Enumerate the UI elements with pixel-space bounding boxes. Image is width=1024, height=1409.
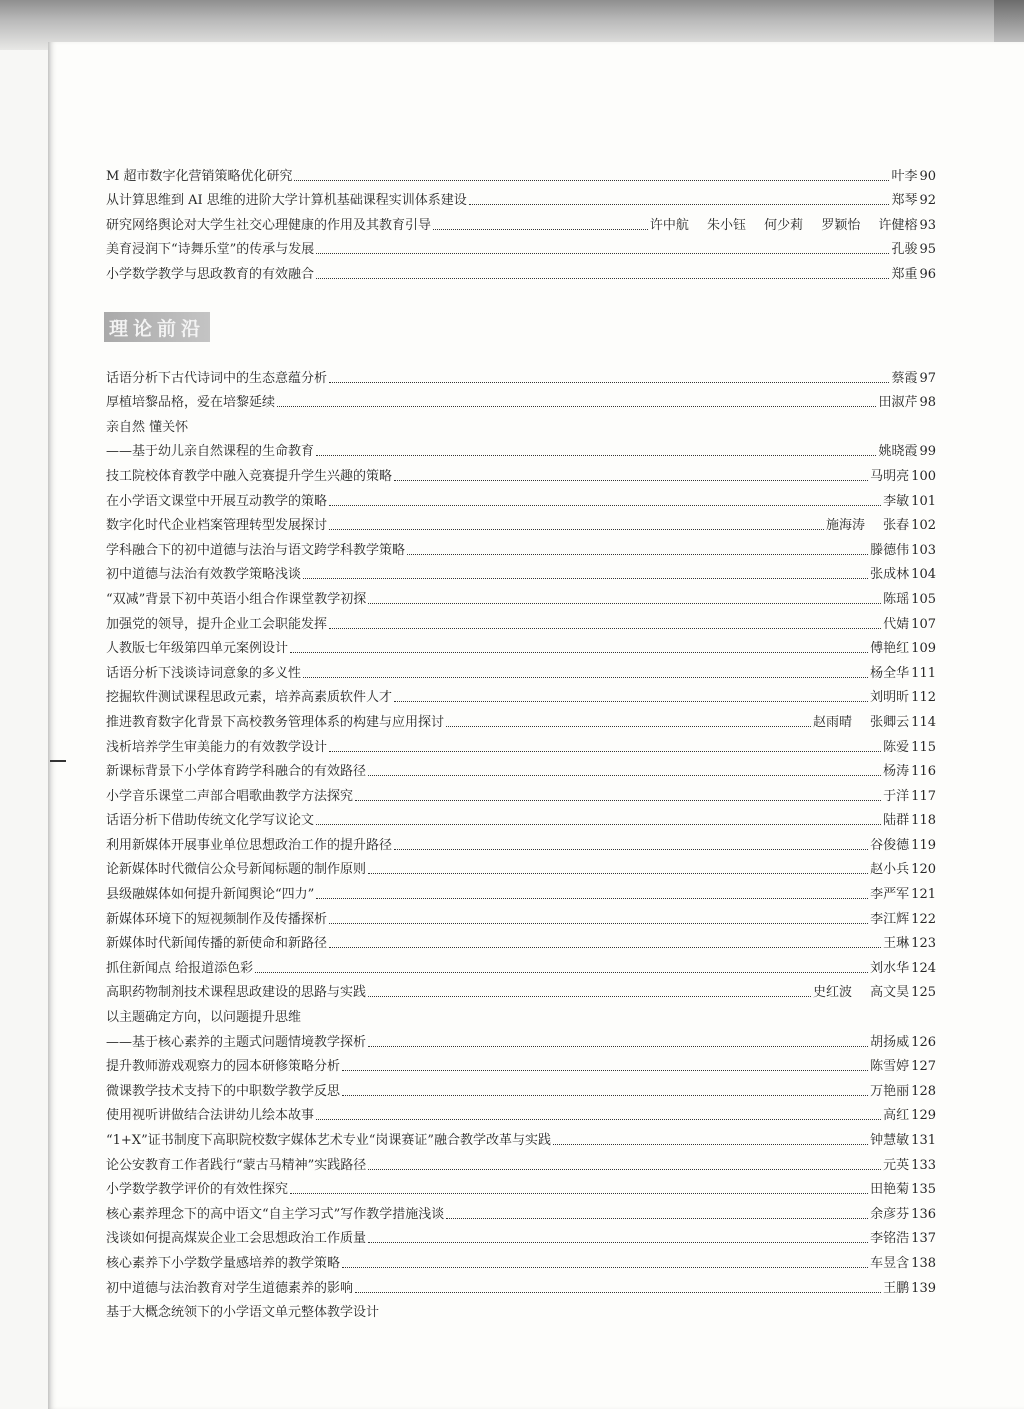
toc-entry-title: ——基于核心素养的主题式问题情境教学探析 [106, 1034, 367, 1050]
toc-entry-title: 县级融媒体如何提升新闻舆论“四力” [106, 887, 315, 903]
toc-entry-title: 使用视听讲做结合法讲幼儿绘本故事 [106, 1108, 315, 1124]
toc-entry-title: 小学音乐课堂二声部合唱歌曲教学方法探究 [106, 788, 354, 804]
toc-entry-title: 小学数学教学评价的有效性探究 [106, 1182, 289, 1198]
dot-leader [433, 220, 648, 230]
toc-entry-authors: 施海涛 张春 [826, 518, 910, 534]
toc-entry-authors: 杨全华 [870, 665, 910, 681]
toc-entry-title: 高职药物制剂技术课程思政建设的思路与实践 [106, 985, 367, 1001]
toc-entry-page: 102 [911, 518, 936, 534]
toc-entry-page: 90 [919, 168, 936, 184]
toc-entry-page: 122 [911, 911, 936, 927]
toc-entry [106, 534, 936, 559]
dot-leader [294, 171, 889, 181]
toc-entry-page: 93 [919, 217, 936, 233]
toc-entry [106, 706, 936, 731]
dot-leader [368, 1233, 868, 1243]
toc-entry [106, 756, 936, 781]
dot-leader [277, 397, 876, 407]
toc-entry-title: 基于大概念统领下的小学语文单元整体教学设计 [106, 1305, 380, 1321]
dot-leader [394, 840, 868, 850]
toc-entry [106, 608, 936, 633]
toc-entry [106, 1124, 936, 1149]
toc-entry [106, 1198, 936, 1223]
dot-leader [255, 963, 868, 973]
toc-entry-page: 114 [911, 714, 936, 730]
toc-entry [106, 160, 936, 185]
toc-entry-authors: 万艳丽 [870, 1083, 910, 1099]
toc-entry-page: 95 [919, 242, 936, 258]
toc-entry [106, 1100, 936, 1125]
toc-entry-title: 技工院校体育教学中融入竞赛提升学生兴趣的策略 [106, 468, 393, 484]
toc-entry [106, 633, 936, 658]
toc-entry-title: “1+X”证书制度下高职院校数字媒体艺术专业“岗课赛证”融合教学改革与实践 [106, 1133, 552, 1148]
toc-entry-page: 100 [911, 468, 936, 484]
toc-entry-authors: 赵小兵 [870, 862, 910, 878]
toc-entry-title: 微课教学技术支持下的中职数学教学反思 [106, 1083, 341, 1099]
toc-entry-authors: 李铭浩 [870, 1231, 910, 1247]
toc-entry-title: 提升教师游戏观察力的园本研修策略分析 [106, 1059, 341, 1075]
toc-entry-page: 99 [919, 444, 936, 460]
toc-entry [106, 657, 936, 682]
toc-entry-page: 111 [911, 665, 936, 681]
toc-entry-authors: 孔骏 [891, 242, 918, 258]
toc-entry-authors: 陈雪婷 [870, 1059, 910, 1075]
dot-leader [368, 766, 881, 776]
toc-entry-authors: 滕德伟 [870, 542, 910, 558]
toc-entry-page: 124 [911, 960, 936, 976]
toc-entry [106, 1075, 936, 1100]
dot-leader [303, 569, 868, 579]
toc-entry-page: 119 [911, 837, 936, 853]
toc-entry-title: 加强党的领导，提升企业工会职能发挥 [106, 616, 328, 632]
toc-entry [106, 583, 936, 608]
dot-leader [329, 914, 868, 924]
dot-leader [316, 269, 889, 279]
toc-entry-authors: 元英 [883, 1157, 910, 1173]
toc-entry-page: 98 [919, 395, 936, 411]
section-title: 理论前沿 [108, 317, 205, 340]
toc-entry-title: 亲自然 懂关怀 [106, 419, 189, 435]
dot-leader [329, 373, 889, 383]
toc-entry-title: 抓住新闻点 给报道添色彩 [106, 960, 254, 976]
toc-entry-authors: 李敏 [883, 493, 910, 509]
dot-leader [553, 1135, 868, 1145]
binding-mark [50, 760, 66, 762]
dot-leader [329, 938, 881, 948]
toc-entry-authors: 钟慧敏 [870, 1133, 910, 1148]
dot-leader [329, 742, 881, 752]
toc-entry-authors: 郑琴 [891, 193, 918, 209]
toc-entry [106, 559, 936, 584]
toc-entry-authors: 于洋 [883, 788, 910, 804]
toc-entry-title: 浅谈如何提高煤炭企业工会思想政治工作质量 [106, 1231, 367, 1247]
toc-entry [106, 1174, 936, 1199]
toc-entry [106, 977, 936, 1002]
toc-entry-authors: 陈瑶 [883, 591, 910, 607]
dot-leader [446, 1209, 868, 1219]
toc-entry-page: 135 [911, 1182, 936, 1198]
toc-entry-page: 128 [911, 1083, 936, 1099]
toc-entry [106, 829, 936, 854]
toc-entry-authors: 许中航 朱小钰 何少莉 罗颖怡 许健榕 [649, 217, 918, 233]
toc-entry [106, 436, 936, 461]
toc-entry [106, 258, 936, 283]
toc-entry-authors: 史红波 高文昊 [813, 985, 910, 1001]
toc-entry-page: 96 [919, 266, 936, 282]
dot-leader [342, 1258, 868, 1268]
toc-entry-authors: 李江辉 [870, 911, 910, 927]
toc-entry-title: 初中道德与法治教育对学生道德素养的影响 [106, 1280, 354, 1296]
toc-entry-page: 117 [911, 788, 936, 804]
dot-leader [290, 643, 868, 653]
toc-entry [106, 682, 936, 707]
dot-leader [368, 987, 811, 997]
toc-entry-title: 厚植培黎品格，爱在培黎延续 [106, 395, 276, 411]
toc-entry-page: 123 [911, 936, 936, 952]
toc-entry-title: 以主题确定方向，以问题提升思维 [106, 1010, 302, 1026]
dot-leader [407, 545, 868, 555]
toc-entry-authors: 田淑芹 [878, 395, 918, 411]
dot-leader [316, 1110, 881, 1120]
toc-entry-title: 利用新媒体开展事业单位思想政治工作的提升路径 [106, 837, 393, 853]
toc-entry-authors: 陈爱 [883, 739, 910, 755]
toc-entry-authors: 陆群 [883, 813, 910, 829]
toc-entry-title: 浅析培养学生审美能力的有效教学设计 [106, 739, 328, 755]
toc-entry-authors: 车昱含 [870, 1255, 910, 1271]
toc-entry [106, 928, 936, 953]
dot-leader [342, 1061, 868, 1071]
toc-entry-title: 初中道德与法治有效教学策略浅谈 [106, 567, 302, 583]
toc-entry [106, 1297, 936, 1322]
toc-entry-title: 数字化时代企业档案管理转型发展探讨 [106, 518, 328, 534]
toc-entry-authors: 刘明昕 [870, 690, 910, 706]
dot-leader [329, 619, 881, 629]
toc-entry-page: 118 [911, 813, 936, 829]
toc-entry-title: “双减”背景下初中英语小组合作课堂教学初探 [106, 591, 367, 607]
toc-entry [106, 387, 936, 412]
toc-entry [106, 878, 936, 903]
dot-leader [355, 791, 881, 801]
toc-entry-page: 105 [911, 591, 936, 607]
toc-entry-authors: 高红 [883, 1108, 910, 1124]
toc-entry [106, 805, 936, 830]
toc-entry-page: 101 [911, 493, 936, 509]
toc-entry [106, 1149, 936, 1174]
toc-entry [106, 234, 936, 259]
toc-entry-page: 121 [911, 887, 936, 903]
toc-entry-page: 133 [911, 1157, 936, 1173]
toc-entry-title: 核心素养理念下的高中语文“自主学习式”写作教学措施浅谈 [106, 1206, 445, 1222]
toc-entry-title: 从计算思维到 AI 思维的进阶大学计算机基础课程实训体系建设 [106, 193, 467, 209]
toc-entry-page: 116 [911, 764, 936, 780]
dot-leader [469, 195, 890, 205]
toc-entry-authors: 刘水华 [870, 960, 910, 976]
toc-entry-page: 129 [911, 1108, 936, 1124]
toc-entry-page: 109 [911, 641, 936, 657]
dot-leader [342, 1086, 868, 1096]
toc-entry-authors: 余彦芬 [870, 1206, 910, 1222]
dot-leader [329, 496, 881, 506]
dot-leader [316, 446, 876, 456]
toc-entry-title: M 超市数字化营销策略优化研究 [106, 168, 293, 184]
dot-leader [368, 864, 868, 874]
toc-entry [106, 731, 936, 756]
toc-entry-page: 131 [911, 1133, 936, 1148]
toc-entry-authors: 叶李 [891, 168, 918, 184]
toc-entry-page: 138 [911, 1255, 936, 1271]
toc-entry [106, 1026, 936, 1051]
toc-entry-title: 学科融合下的初中道德与法治与语文跨学科教学策略 [106, 542, 406, 558]
toc-entry-title: 挖掘软件测试课程思政元素，培养高素质软件人才 [106, 690, 393, 706]
toc-entry [106, 362, 936, 387]
toc-entry-authors: 王鹏 [883, 1280, 910, 1296]
toc-entry-page: 107 [911, 616, 936, 632]
toc-entry-title: 新课标背景下小学体育跨学科融合的有效路径 [106, 764, 367, 780]
toc-entry [106, 1272, 936, 1297]
toc-entry-authors: 姚晓霞 [878, 444, 918, 460]
toc-entry-title: 美育浸润下“诗舞乐堂”的传承与发展 [106, 242, 315, 258]
toc-entry-title: 新媒体时代新闻传播的新使命和新路径 [106, 936, 328, 952]
toc-entry-page: 126 [911, 1034, 936, 1050]
toc-entry [106, 780, 936, 805]
toc-entry-authors: 代婧 [883, 616, 910, 632]
toc-entry [106, 510, 936, 535]
toc-entry-authors: 李严军 [870, 887, 910, 903]
toc-entry-title: 话语分析下古代诗词中的生态意蕴分析 [106, 370, 328, 386]
toc-entry-page: 92 [919, 193, 936, 209]
toc-entry [106, 1001, 936, 1026]
toc-entry-title: 小学数学教学与思政教育的有效融合 [106, 266, 315, 282]
toc-entry-page: 127 [911, 1059, 936, 1075]
toc-entry-authors: 马明亮 [870, 468, 910, 484]
toc-entry [106, 903, 936, 928]
toc-entry-title: 在小学语文课堂中开展互动教学的策略 [106, 493, 328, 509]
toc-entry [106, 1247, 936, 1272]
dot-leader [316, 815, 881, 825]
toc-entry-authors: 杨涛 [883, 764, 910, 780]
toc-entry-page: 97 [919, 370, 936, 386]
toc-entry-authors: 张成林 [870, 567, 910, 583]
toc-entry-authors: 赵雨晴 张卿云 [813, 714, 910, 730]
dot-leader [303, 668, 868, 678]
toc-entry [106, 460, 936, 485]
toc-entry-title: 研究网络舆论对大学生社交心理健康的作用及其教育引导 [106, 217, 432, 233]
toc-entry-title: 论新媒体时代微信公众号新闻标题的制作原则 [106, 862, 367, 878]
dot-leader [316, 244, 889, 254]
dot-leader [394, 692, 868, 702]
dot-leader [446, 717, 811, 727]
toc-entry-page: 104 [911, 567, 936, 583]
toc-entry-authors: 胡扬威 [870, 1034, 910, 1050]
toc-entry [106, 854, 936, 879]
dot-leader [368, 1160, 881, 1170]
toc-entry-title: 推进教育数字化背景下高校教务管理体系的构建与应用探讨 [106, 714, 445, 730]
toc-entry [106, 209, 936, 234]
toc-entry-title: 话语分析下浅谈诗词意象的多义性 [106, 665, 302, 681]
dot-leader [368, 1037, 868, 1047]
toc-entry-page: 112 [911, 690, 936, 706]
toc-entry-authors: 郑重 [891, 266, 918, 282]
toc-entry-authors: 傅艳红 [870, 641, 910, 657]
toc-entry [106, 411, 936, 436]
toc-list-top [106, 160, 936, 283]
toc-entry [106, 185, 936, 210]
toc-entry [106, 485, 936, 510]
toc-entry-page: 115 [911, 739, 936, 755]
toc-entry-page: 137 [911, 1231, 936, 1247]
toc-entry-authors: 田艳菊 [870, 1182, 910, 1198]
dot-leader [368, 594, 881, 604]
toc-entry-title: 人教版七年级第四单元案例设计 [106, 641, 289, 657]
toc-entry [106, 952, 936, 977]
dot-leader [316, 889, 868, 899]
toc-entry-page: 125 [911, 985, 936, 1001]
toc-entry [106, 1223, 936, 1248]
dot-leader [329, 520, 824, 530]
toc-entry-title: 论公安教育工作者践行“蒙古马精神”实践路径 [106, 1157, 367, 1173]
dot-leader [394, 471, 868, 481]
toc-list-main [106, 362, 936, 1321]
dot-leader [290, 1184, 868, 1194]
toc-entry-authors: 王琳 [883, 936, 910, 952]
toc-entry-page: 103 [911, 542, 936, 558]
toc-entry-page: 120 [911, 862, 936, 878]
toc-entry-authors: 谷俊德 [870, 837, 910, 853]
section-header [104, 312, 210, 342]
toc-entry-title: 核心素养下小学数学量感培养的教学策略 [106, 1255, 341, 1271]
toc-entry-title: ——基于幼儿亲自然课程的生命教育 [106, 444, 315, 460]
toc-entry-title: 新媒体环境下的短视频制作及传播探析 [106, 911, 328, 927]
toc-entry [106, 1051, 936, 1076]
toc-entry-authors: 蔡霞 [891, 370, 918, 386]
toc-entry-page: 136 [911, 1206, 936, 1222]
dot-leader [355, 1283, 881, 1293]
toc-entry-title: 话语分析下借助传统文化学写议论文 [106, 813, 315, 829]
toc-entry-page: 139 [911, 1280, 936, 1296]
